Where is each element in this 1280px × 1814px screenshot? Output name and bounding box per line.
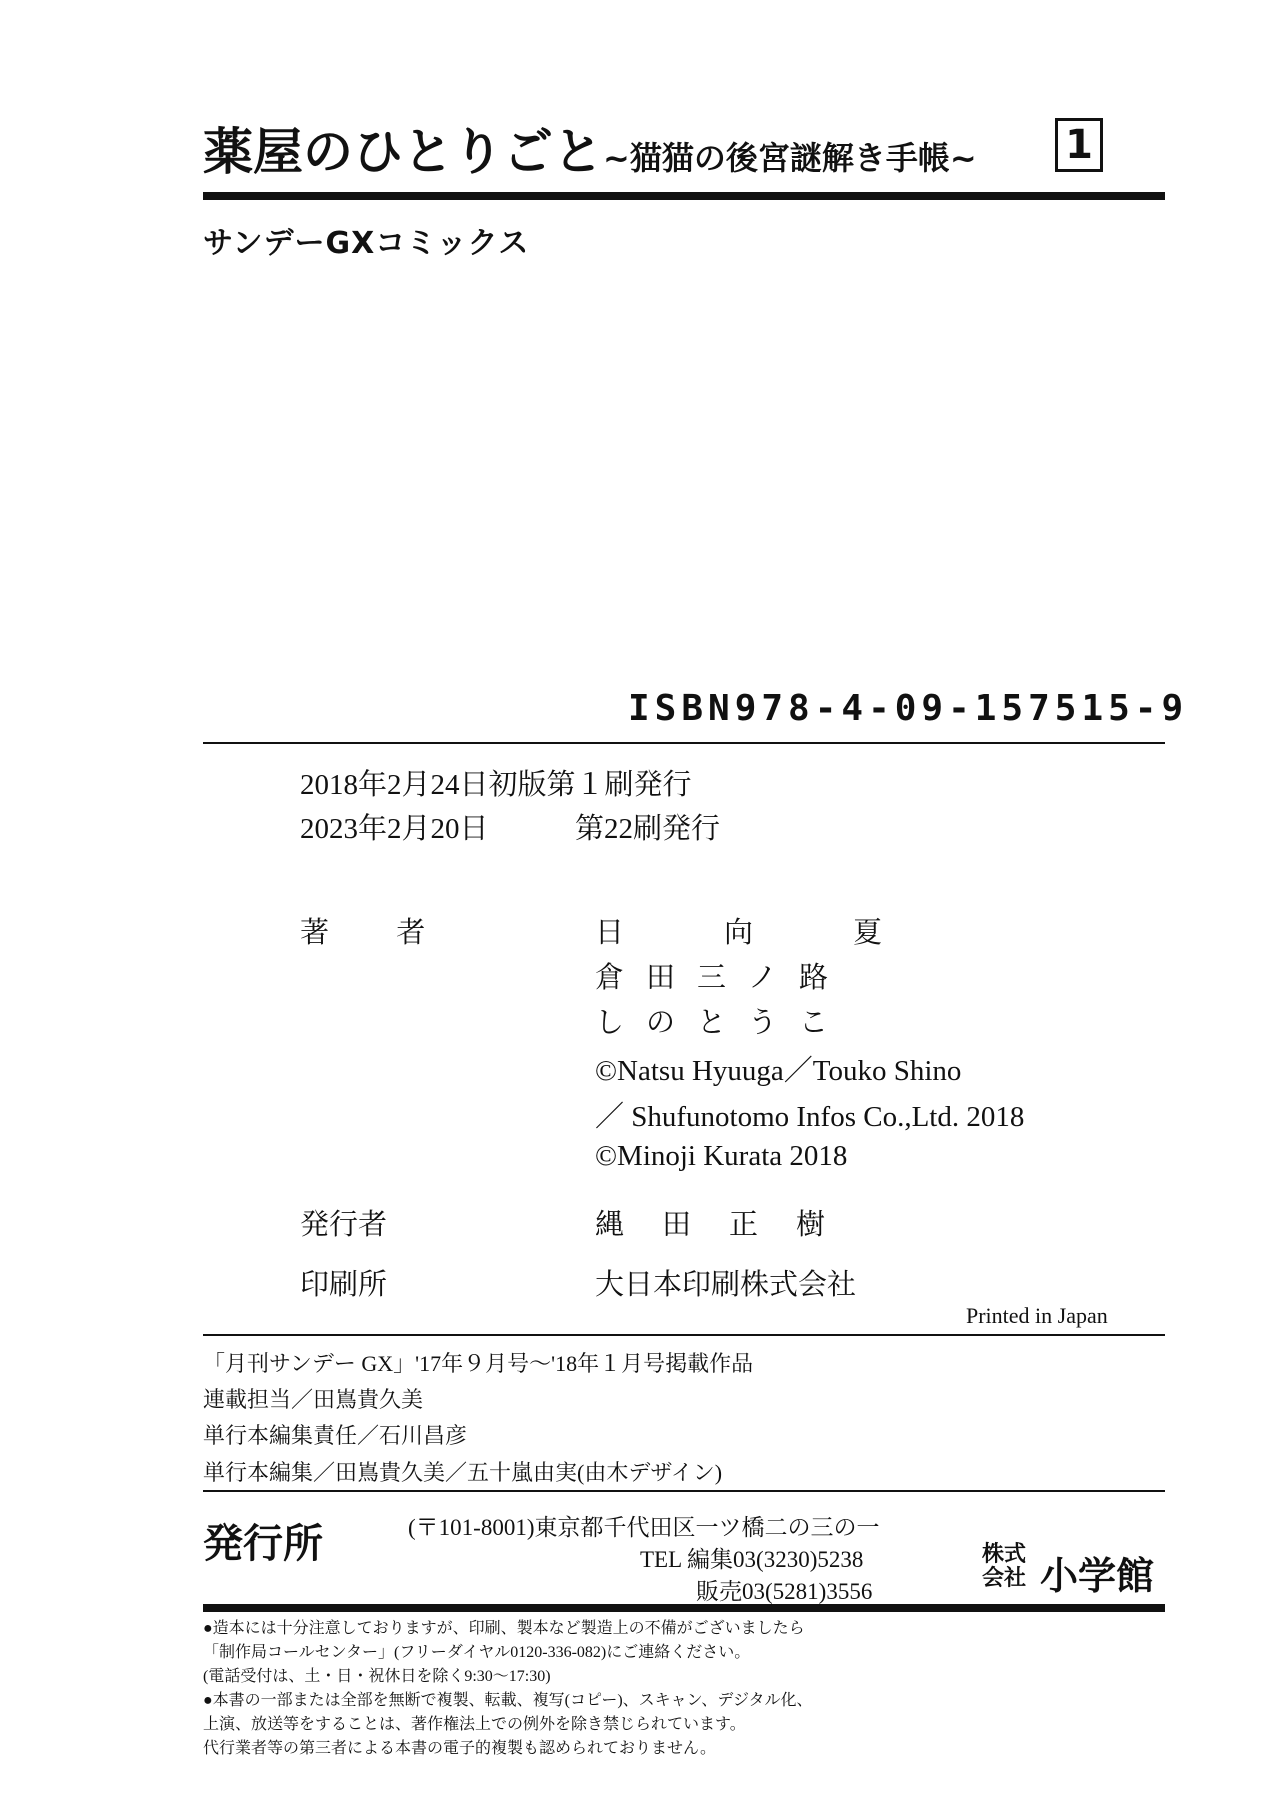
notice-line-4: ●本書の一部または全部を無断で複製、転載、複写(コピー)、スキャン、デジタル化、 [203,1692,813,1709]
author-name-1: 日向夏 [595,917,983,949]
copyright-line-1: ©Natsu Hyuuga／Touko Shino [595,1055,962,1087]
serialization-source: 「月刊サンデー GX」'17年９月号～'18年１月号掲載作品 [203,1351,754,1376]
company-type-line-2: 会社 [982,1566,1027,1591]
printer-name: 大日本印刷株式会社 [595,1269,857,1301]
book-title [203,112,977,184]
copyright-line-3: ©Minoji Kurata 2018 [595,1140,848,1172]
credits-rule [203,1334,1165,1336]
serialization-rule [203,1490,1165,1492]
book-editors: 単行本編集／田嶌貴久美／五十嵐由実(由木デザイン) [203,1460,723,1485]
publisher-address: (〒101-8001)東京都千代田区一ツ橋二の三の一 [408,1515,880,1540]
first-edition-date: 2018年2月24日初版第１刷発行 [300,769,692,801]
company-type [982,1543,1026,1591]
book-title-main: 薬屋のひとりごと [203,123,603,181]
author-label: 著 者 [300,917,456,949]
company-type-line-1: 株式 [982,1542,1027,1567]
imprint-label: サンデーGXコミックス [203,226,530,261]
publisher-tel-sales: 販売03(5281)3556 [696,1579,873,1604]
notice-line-6: 代行業者等の第三者による本書の電子的複製も認められておりません。 [203,1740,716,1757]
publisher-company: 小学館 [1040,1554,1155,1598]
printer-label: 印刷所 [300,1269,388,1301]
publisher-tel-edit: TEL 編集03(3230)5238 [640,1547,864,1572]
volume-number: 1 [1055,118,1103,172]
latest-print-number: 第22刷発行 [575,813,721,845]
notice-line-5: 上演、放送等をすることは、著作権法上での例外を除き禁じられています。 [203,1716,746,1733]
footer-rule [203,1604,1165,1612]
latest-print-date: 2023年2月20日 [300,813,489,845]
notice-line-1: ●造本には十分注意しておりますが、印刷、製本など製造上の不備がございましたら [203,1620,805,1637]
publisher-label: 発行所 [203,1521,323,1567]
printed-in: Printed in Japan [966,1303,1108,1328]
copyright-line-2: ／ Shufunotomo Infos Co.,Ltd. 2018 [595,1101,1025,1133]
header-rule [203,192,1165,200]
publisher-person-label: 発行者 [300,1209,388,1241]
notice-line-3: (電話受付は、土・日・祝休日を除く9:30～17:30) [203,1668,551,1685]
notice-line-2: 「制作局コールセンター」(フリーダイヤル0120-336-082)にご連絡ください。 [203,1644,751,1661]
isbn: ISBN978-4-09-157515-9 [628,688,1189,729]
author-name-3: しのとうこ [595,1007,851,1039]
publisher-person-name: 縄田正樹 [595,1209,864,1241]
author-name-2: 倉田三ノ路 [595,962,851,994]
editor-in-chief: 単行本編集責任／石川昌彦 [203,1423,468,1448]
book-subtitle: ~猫猫の後宮謎解き手帳~ [603,139,977,177]
isbn-rule [203,742,1165,744]
serialization-editor: 連載担当／田嶌貴久美 [203,1387,424,1412]
